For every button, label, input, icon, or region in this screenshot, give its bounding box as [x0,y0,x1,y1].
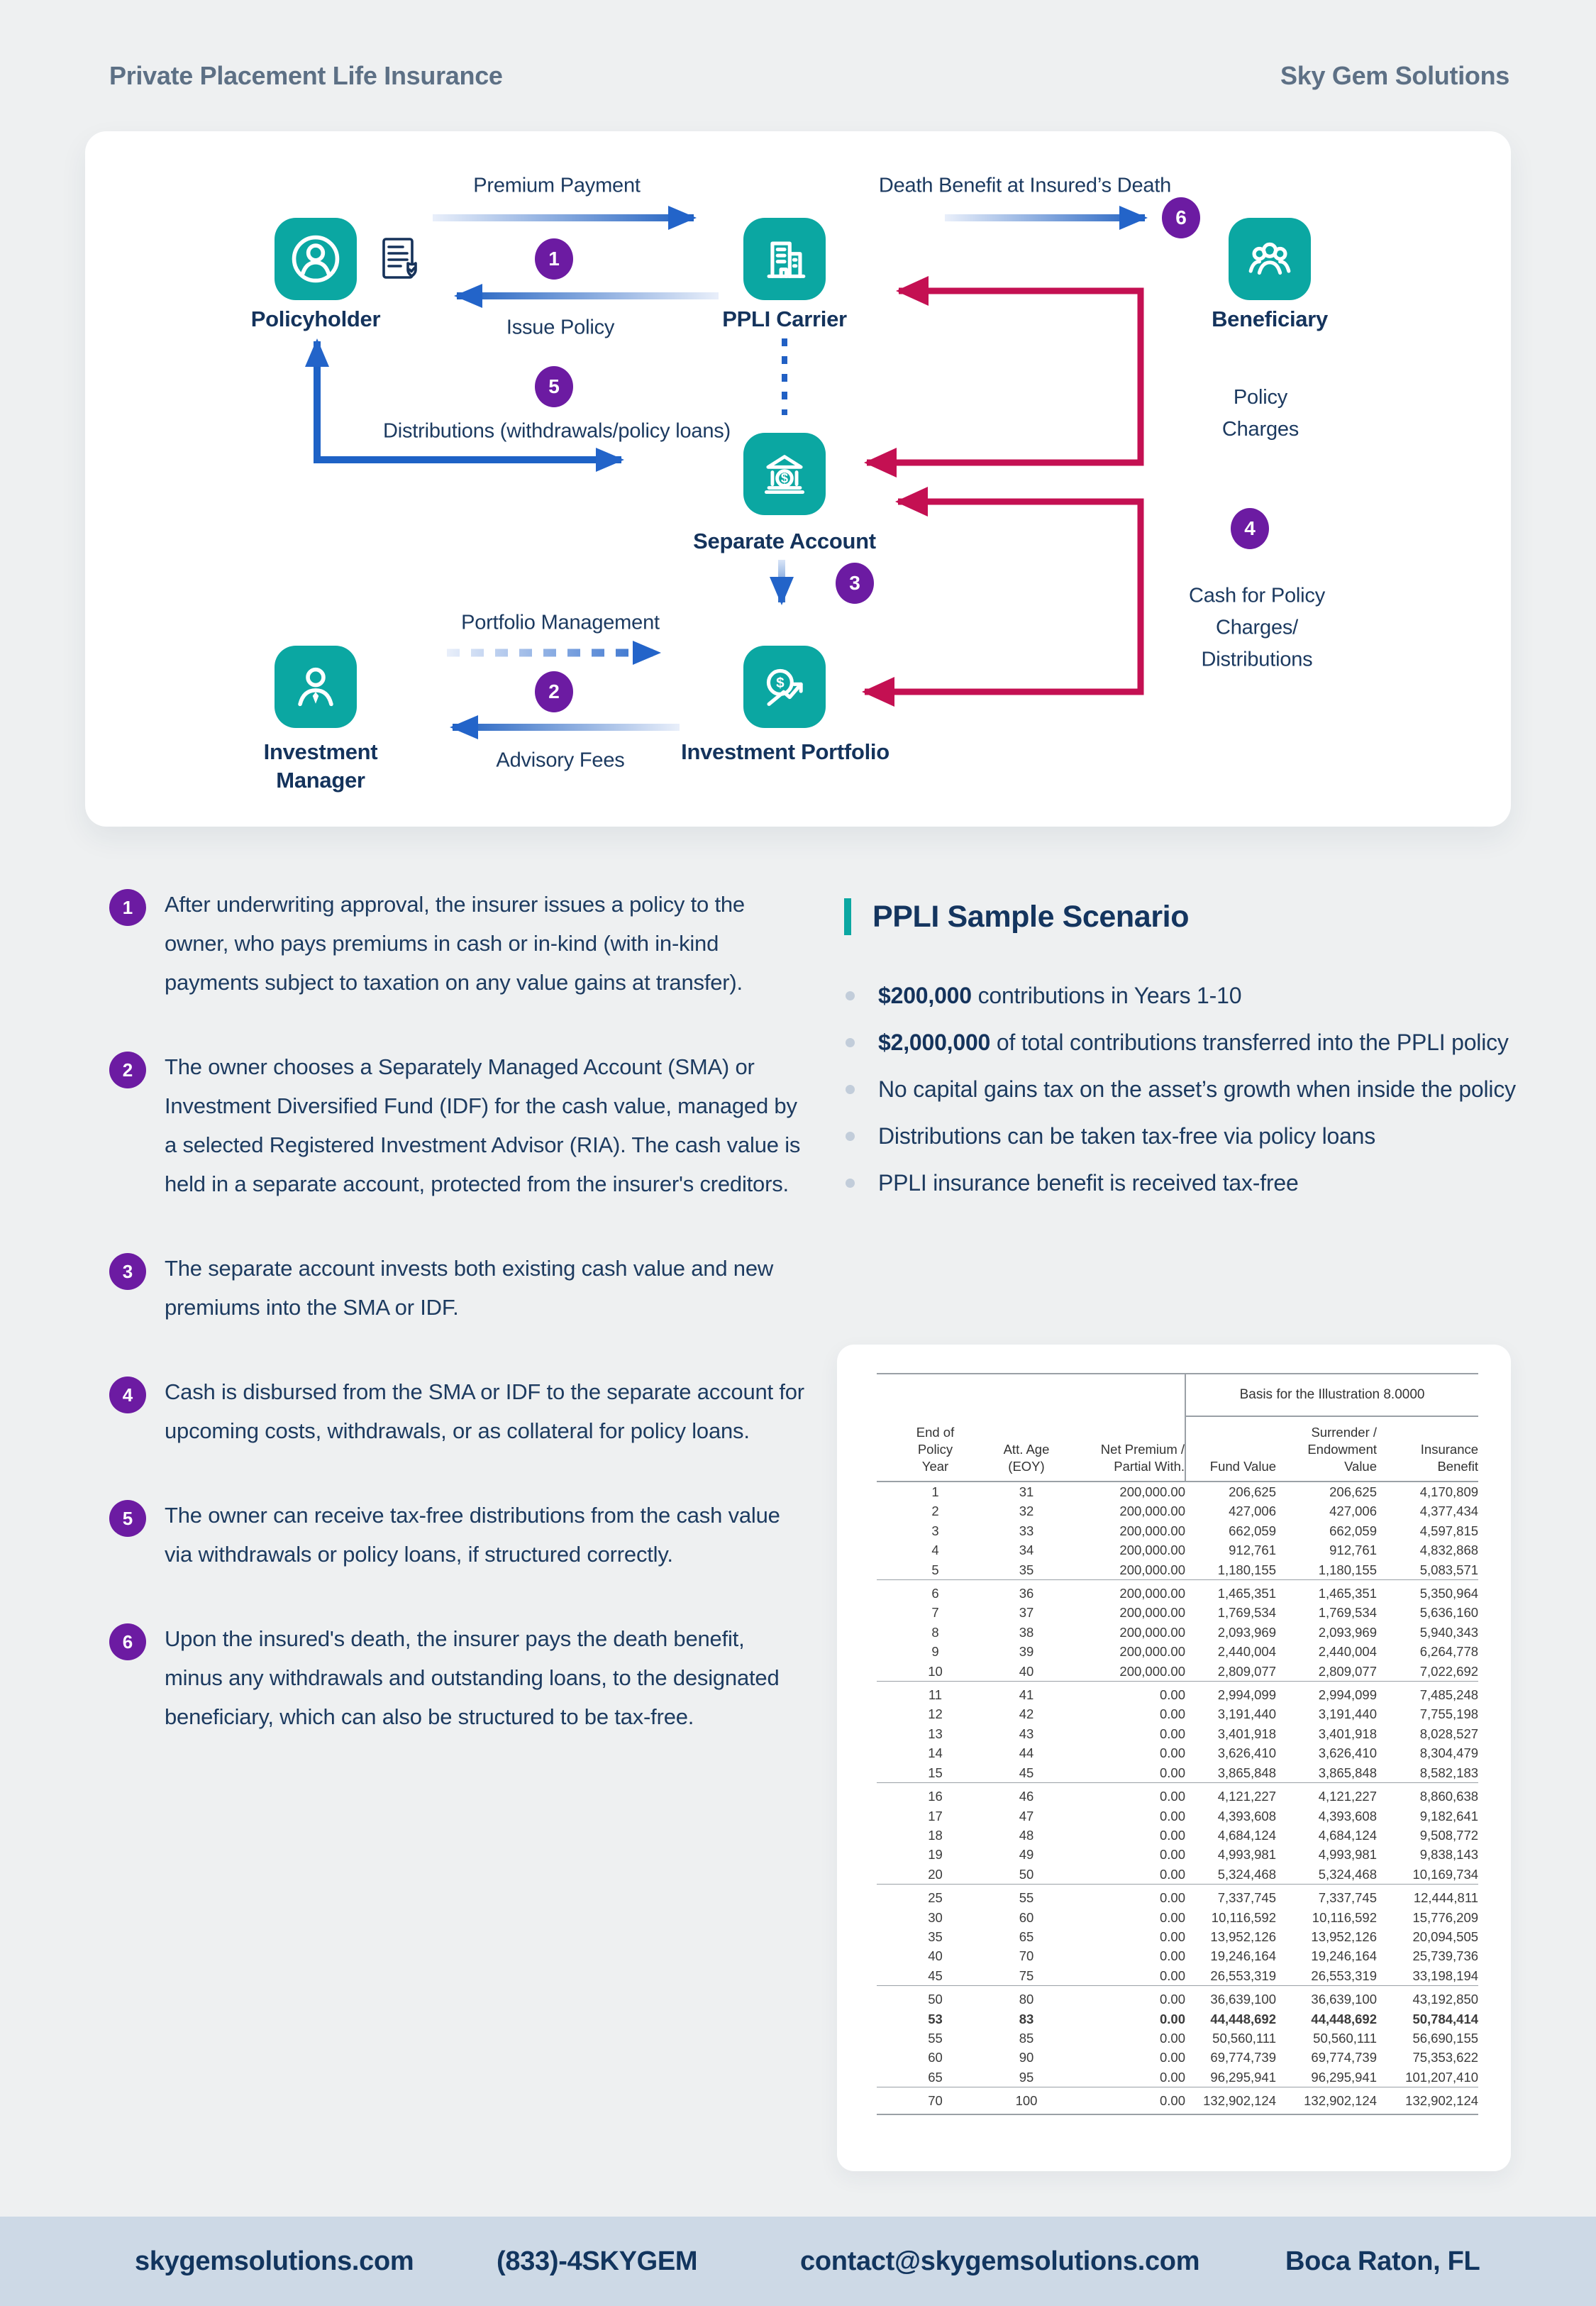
table-row-year-17: 17 47 0.00 4,393,608 4,393,608 9,182,641 [928,1808,1479,1824]
bullet-dot [846,991,855,1000]
table-row-year-30: 30 60 0.00 10,116,592 10,116,592 15,776,209 [928,1909,1479,1925]
brand-name: Sky Gem Solutions [1280,61,1509,90]
scenario-bullet-3: No capital gains tax on the asset’s growth when inside the policy [844,1066,1518,1113]
footer-email: contact@skygemsolutions.com [800,2246,1200,2276]
scenario-bullet-1: $200,000 contributions in Years 1-10 [844,972,1518,1019]
table-row-year-5: 5 35 200,000.00 1,180,155 1,180,155 5,083,571 [931,1562,1479,1577]
step-text-2: The owner chooses a Separately Managed Account (SMA) or Investment Diversified Fund (IDF) for the cash value, managed by a selected Registered Investment Advisor (RIA). The cash value is held in a separate account, protected from the insurer's creditors. [165,1054,801,1196]
table-row-year-55: 55 85 0.00 50,560,111 50,560,111 56,690,155 [928,2030,1479,2046]
step-badge-2: 2 [109,1052,146,1088]
step-badge-4: 4 [109,1377,146,1413]
column-header-1: End of Policy Year [877,1416,994,1482]
step-badge-5: 5 [109,1500,146,1537]
footer-location: Boca Raton, FL [1285,2246,1480,2276]
ppli-carrier-label: PPLI Carrier [722,307,847,331]
step-text-4: Cash is disbursed from the SMA or IDF to the separate account for upcoming costs, withdrawals, or as collateral for policy loans. [165,1379,804,1443]
distributions-label: Distributions (withdrawals/policy loans) [382,419,731,443]
building-icon [757,231,812,287]
scenario-bullets [844,972,1518,1206]
table-row-year-2: 2 32 200,000.00 427,006 427,006 4,377,434 [931,1504,1479,1519]
ppli-flow-diagram [85,131,1511,827]
beneficiary-node [1229,218,1311,300]
step-item-1 [109,885,819,1002]
scenario-title: PPLI Sample Scenario [872,899,1190,934]
table-row-year-14: 14 44 0.00 3,626,410 3,626,410 8,304,479 [928,1745,1479,1761]
bank-dollar-icon [757,446,812,502]
column-header-6: Insurance Benefit [1377,1416,1478,1482]
badge-3: 3 [836,563,874,604]
dollar-growth-icon [757,659,812,715]
svg-text:$: $ [780,470,789,486]
table-row-year-11: 11 41 0.00 2,994,099 2,994,099 7,485,248 [877,1682,1478,1705]
step-badge-6: 6 [109,1623,146,1660]
cash-for-charges-label: Cash for Policy Charges/ Distributions [1188,584,1325,671]
policyholder-node [275,218,357,300]
scenario-bullet-4: Distributions can be taken tax-free via policy loans [844,1113,1518,1159]
table-row-year-19: 19 49 0.00 4,993,981 4,993,981 9,838,143 [928,1847,1479,1863]
step-item-6 [109,1619,819,1736]
table-row-year-15: 15 45 0.00 3,865,848 3,865,848 8,582,183 [928,1765,1479,1780]
column-header-4: Fund Value [1185,1416,1276,1482]
table-row-year-25: 25 55 0.00 7,337,745 7,337,745 12,444,811 [877,1885,1478,1908]
badge-1: 1 [535,238,573,280]
policyholder-label: Policyholder [250,307,381,331]
separate-account-node [743,433,826,515]
basis-header: Basis for the Illustration 8.0000 [1185,1374,1478,1416]
table-row-year-16: 16 46 0.00 4,121,227 4,121,227 8,860,638 [877,1783,1478,1806]
policy-charges-label: Policy Charges [1221,386,1299,441]
table-row-year-18: 18 48 0.00 4,684,124 4,684,124 9,508,772 [928,1827,1479,1843]
step-text-5: The owner can receive tax-free distributions from the cash value via withdrawals or policy loans, if structured correctly. [165,1503,780,1567]
policy-document-icon [379,236,421,285]
step-text-1: After underwriting approval, the insurer issues a policy to the owner, who pays premiums in cash or in-kind (with in-kind payments subject to taxation on any value gains at transfer). [165,892,745,995]
table-row-year-9: 9 39 200,000.00 2,440,004 2,440,004 6,264,778 [931,1644,1479,1660]
person-tie-icon [288,659,343,715]
person-circle-icon [288,231,343,287]
table-row-year-70: 70 100 0.00 132,902,124 132,902,124 132,902,124 [877,2087,1478,2114]
scenario-bullet-2: $2,000,000 of total contributions transferred into the PPLI policy [844,1019,1518,1066]
table-row-year-60: 60 90 0.00 69,774,739 69,774,739 75,353,622 [928,2050,1479,2065]
death-benefit-label: Death Benefit at Insured’s Death [878,174,1172,197]
table-row-year-40: 40 70 0.00 19,246,164 19,246,164 25,739,736 [928,1948,1479,1964]
scenario-bullet-5: PPLI insurance benefit is received tax-free [844,1159,1518,1206]
advisory-fees-label: Advisory Fees [496,749,625,772]
table-row-year-53: 53 83 0.00 44,448,692 44,448,692 50,784,414 [928,2011,1479,2026]
table-row-year-6: 6 36 200,000.00 1,465,351 1,465,351 5,350,964 [877,1580,1478,1604]
bullet-dot [846,1085,855,1094]
table-row-year-50: 50 80 0.00 36,639,100 36,639,100 43,192,850 [877,1986,1478,2009]
step-item-2 [109,1047,819,1203]
table-row-year-20: 20 50 0.00 5,324,468 5,324,468 10,169,734 [928,1866,1479,1882]
investment-manager-node [275,646,357,728]
investment-portfolio-node [743,646,826,728]
column-header-3: Net Premium / Partial With. [1059,1416,1185,1482]
table-row-year-12: 12 42 0.00 3,191,440 3,191,440 7,755,198 [928,1706,1479,1722]
scenario-section [844,898,1518,1206]
bullet-dot [846,1038,855,1047]
investment-manager-label: Investment Manager [263,739,378,793]
step-item-3 [109,1249,819,1327]
badge-5: 5 [535,366,573,407]
step-text-3: The separate account invests both existing cash value and new premiums into the SMA or IDF. [165,1256,774,1320]
table-row-year-7: 7 37 200,000.00 1,769,534 1,769,534 5,636,160 [931,1605,1479,1621]
table-row-year-65: 65 95 0.00 96,295,941 96,295,941 101,207,410 [928,2069,1479,2085]
footer-bar [0,2217,1596,2306]
column-header-2: Att. Age (EOY) [994,1416,1059,1482]
page-title: Private Placement Life Insurance [109,61,503,90]
ppli-carrier-node [743,218,826,300]
table-row-year-13: 13 43 0.00 3,401,918 3,401,918 8,028,527 [928,1726,1479,1741]
table-row-year-35: 35 65 0.00 13,952,126 13,952,126 20,094,505 [928,1929,1479,1944]
badge-2: 2 [535,671,573,712]
table-row-year-8: 8 38 200,000.00 2,093,969 2,093,969 5,940,343 [931,1624,1479,1640]
table-row-year-10: 10 40 200,000.00 2,809,077 2,809,077 7,022,692 [928,1663,1479,1679]
issue-policy-label: Issue Policy [506,316,615,339]
table-row-year-4: 4 34 200,000.00 912,761 912,761 4,832,868 [931,1543,1479,1558]
step-text-6: Upon the insured's death, the insurer pays the death benefit, minus any withdrawals and outstanding loans, to the designated beneficiary, which can also be structured to be tax-free. [165,1626,780,1729]
step-badge-1: 1 [109,889,146,926]
separate-account-label: Separate Account [693,529,876,553]
step-item-4 [109,1372,819,1450]
step-badge-3: 3 [109,1253,146,1290]
column-header-5: Surrender / Endowment Value [1276,1416,1377,1482]
footer-website: skygemsolutions.com [135,2246,414,2276]
steps-list [109,885,819,1782]
investment-portfolio-label: Investment Portfolio [681,739,890,764]
beneficiary-label: Beneficiary [1212,307,1328,331]
cash-for-charges-arrow [865,502,1141,692]
illustration-table-card [837,1345,1511,2171]
table-row-year-1: 1 31 200,000.00 206,625 206,625 4,170,809 [931,1484,1479,1499]
table-row-year-45: 45 75 0.00 26,553,319 26,553,319 33,198,194 [928,1968,1479,1983]
policy-charges-arrow [867,291,1141,463]
step-item-5 [109,1496,819,1574]
bullet-dot [846,1179,855,1188]
illustration-table [877,1373,1478,2115]
badge-4: 4 [1231,508,1269,549]
svg-text:$: $ [776,675,785,692]
badge-6: 6 [1162,197,1200,238]
bullet-dot [846,1132,855,1141]
premium-payment-label: Premium Payment [473,174,641,197]
footer-phone: (833)-4SKYGEM [497,2246,698,2276]
table-row-year-3: 3 33 200,000.00 662,059 662,059 4,597,815 [931,1523,1479,1538]
portfolio-management-label: Portfolio Management [461,611,660,634]
people-group-icon [1242,231,1297,287]
heading-accent-bar [844,898,851,935]
